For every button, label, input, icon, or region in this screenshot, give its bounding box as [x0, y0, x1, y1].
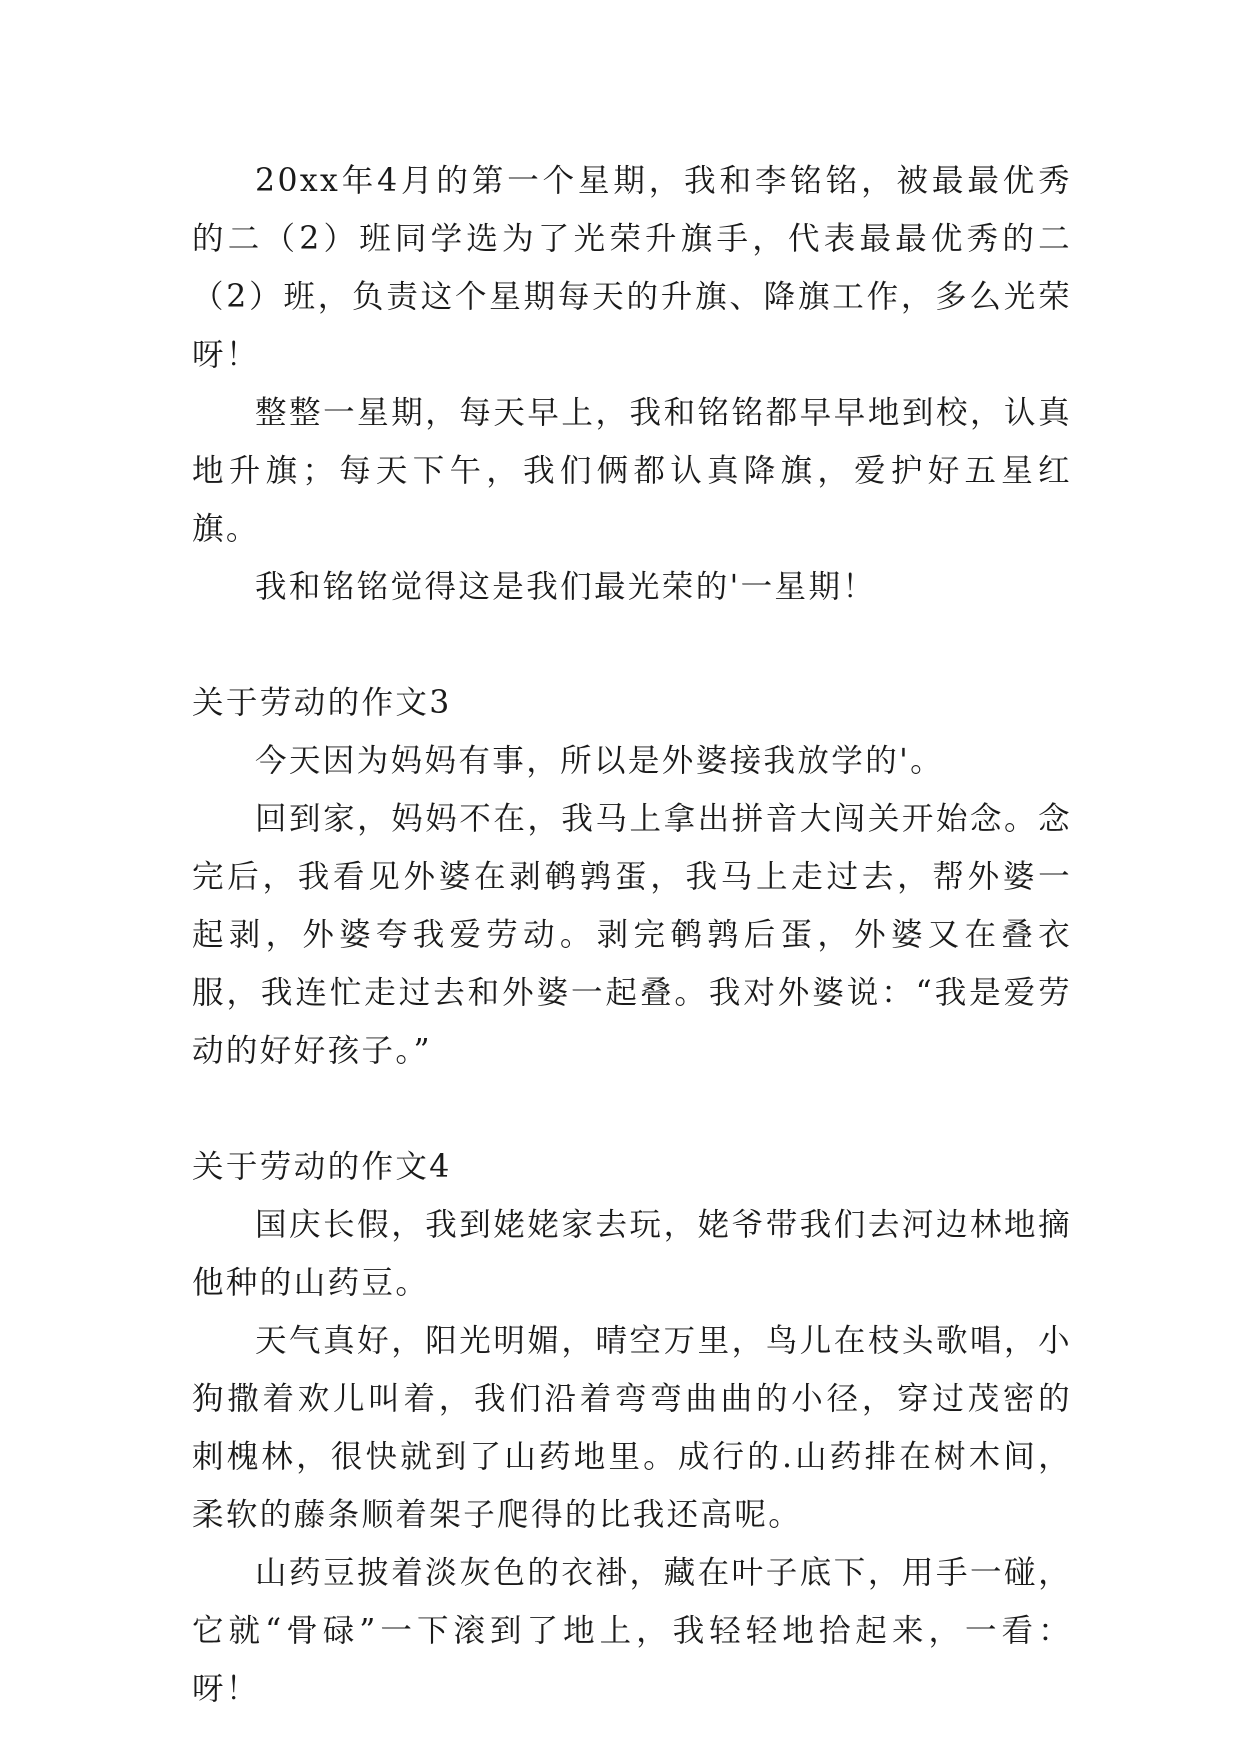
paragraph: 整整一星期，每天早上，我和铭铭都早早地到校，认真地升旗；每天下午，我们俩都认真降旗，爱护好五星红旗。: [192, 395, 1072, 547]
section-heading: 关于劳动的作文3: [192, 685, 452, 721]
essay-section-4: [192, 1138, 1072, 1718]
paragraph: 山药豆披着淡灰色的衣褂，藏在叶子底下，用手一碰，它就“骨碌”一下滚到了地上，我轻轻地拾起来，一看：呀！: [192, 1555, 1072, 1707]
essay-section-3: [192, 674, 1072, 1080]
section-gap: [192, 1080, 1072, 1138]
paragraph: 回到家，妈妈不在，我马上拿出拼音大闯关开始念。念完后，我看见外婆在剥鹌鹑蛋，我马上走过去，帮外婆一起剥，外婆夸我爱劳动。剥完鹌鹑后蛋，外婆又在叠衣服，我连忙走过去和外婆一起叠。我对外婆说：“我是爱劳动的好好孩子。”: [192, 801, 1072, 1069]
paragraph: 我和铭铭觉得这是我们最光荣的'一星期！: [255, 569, 877, 605]
paragraph: 天气真好，阳光明媚，晴空万里，鸟儿在枝头歌唱，小狗撒着欢儿叫着，我们沿着弯弯曲曲的小径，穿过茂密的刺槐林，很快就到了山药地里。成行的.山药排在树木间，柔软的藤条顺着架子爬得的比我还高呢。: [192, 1323, 1072, 1533]
essay-section-2-tail: [192, 152, 1072, 616]
paragraph: 国庆长假，我到姥姥家去玩，姥爷带我们去河边林地摘他种的山药豆。: [192, 1207, 1072, 1301]
paragraph: 今天因为妈妈有事，所以是外婆接我放学的'。: [255, 743, 945, 779]
paragraph: 20xx年4月的第一个星期，我和李铭铭，被最最优秀的二（2）班同学选为了光荣升旗手，代表最最优秀的二（2）班，负责这个星期每天的升旗、降旗工作，多么光荣呀！: [192, 163, 1072, 373]
section-gap: [192, 616, 1072, 674]
document-page: [192, 152, 1072, 1718]
section-heading: 关于劳动的作文4: [192, 1149, 452, 1185]
